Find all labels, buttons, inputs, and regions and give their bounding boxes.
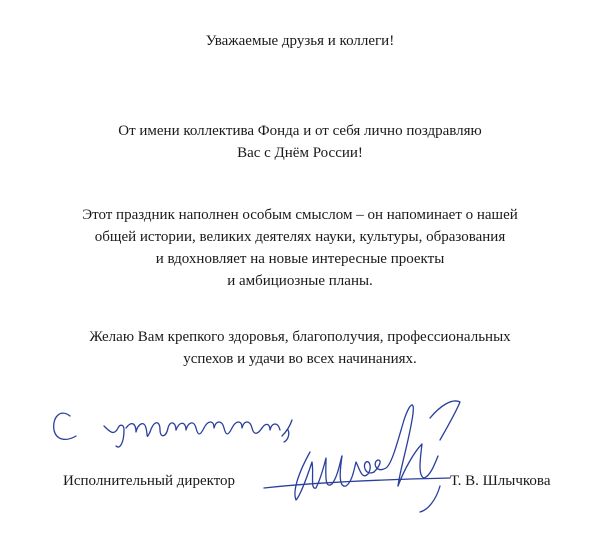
paragraph2-line: и вдохновляет на новые интересные проекты: [155, 251, 445, 267]
paragraph3-line: успехов и удачи во всех начинаниях.: [183, 351, 417, 367]
paragraph2-line: общей истории, великих деятелях науки, культуры, образования: [94, 229, 506, 245]
signatory-title: Исполнительный директор: [63, 473, 236, 489]
paragraph2-line: Этот праздник наполнен особым смыслом – он напоминает о нашей: [82, 207, 518, 223]
paragraph1-line: Вас с Днём России!: [237, 145, 363, 161]
greeting: Уважаемые друзья и коллеги!: [205, 33, 395, 49]
paragraph2-line: и амбициозные планы.: [227, 273, 373, 289]
signatory-name: Т. В. Шлычкова: [450, 473, 551, 489]
paragraph3-line: Желаю Вам крепкого здоровья, благополучия, профессиональных: [89, 329, 511, 345]
handwritten-signature: [264, 401, 460, 512]
paragraph1-line: От имени коллектива Фонда и от себя лично поздравляю: [118, 123, 482, 139]
handwritten-closing: [54, 413, 292, 447]
